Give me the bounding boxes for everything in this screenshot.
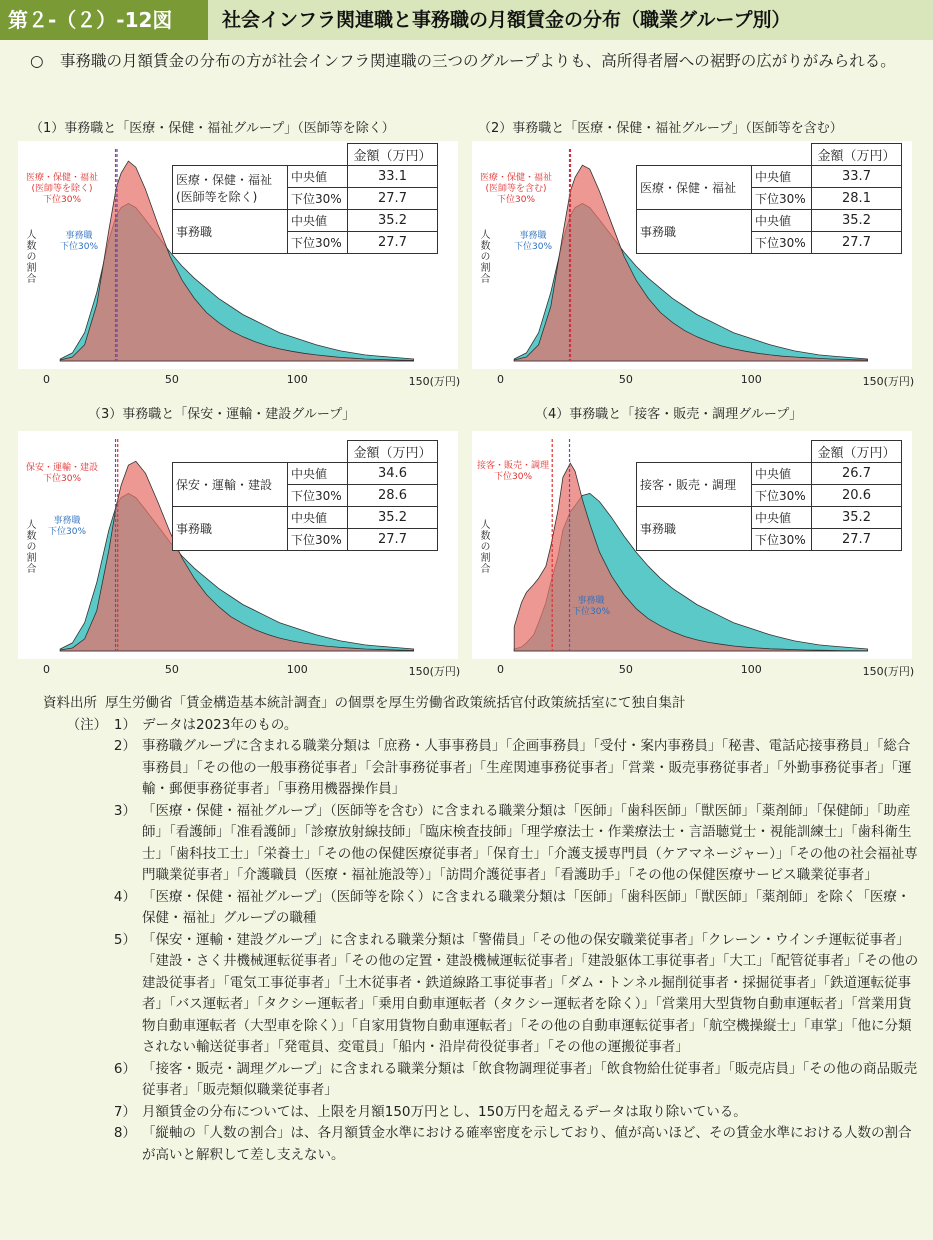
office-p30-value: 27.7: [812, 529, 902, 551]
p30-label: 下位30%: [752, 529, 812, 551]
x-tick-label: 100: [286, 373, 308, 386]
x-tick-label: 0: [497, 663, 504, 676]
table-header: 金額（万円）: [348, 441, 438, 463]
table-header: 金額（万円）: [812, 441, 902, 463]
note-text: 「医療・保健・福祉グループ」（医師等を除く）に含まれる職業分類は「医師」「歯科医師」「獣医師」「薬剤師」を除く「医療・保健・福祉」グループの職種: [142, 888, 911, 926]
group-p30-value: 28.1: [812, 188, 902, 210]
lead-text: 事務職の月額賃金の分布の方が社会インフラ関連職の三つのグループよりも、高所得者層への裾野の広がりがみられる。: [60, 52, 896, 70]
note-number: 4）: [113, 888, 136, 905]
x-tick-label: 50: [164, 663, 179, 676]
group-median-value: 34.6: [348, 463, 438, 485]
stats-table: [636, 440, 902, 551]
group-median-value: 26.7: [812, 463, 902, 485]
office-p30-annotation: 事務職 下位30%: [60, 231, 99, 252]
group-p30-value: 20.6: [812, 485, 902, 507]
office-name: 事務職: [173, 210, 288, 254]
p30-label: 下位30%: [752, 188, 812, 210]
note-text: 月額賃金の分布については、上限を月額150万円とし、150万円を超えるデータは取り除いている。: [142, 1103, 747, 1120]
office-p30-value: 27.7: [348, 232, 438, 254]
office-p30-annotation: 事務職 下位30%: [572, 596, 611, 617]
panel-title: （1）事務職と「医療・保健・福祉グループ」（医師等を除く）: [30, 121, 395, 136]
note-number: 8）: [113, 1125, 136, 1141]
y-axis-label: 人数の割合: [478, 519, 489, 574]
office-median-value: 35.2: [348, 507, 438, 529]
group-name: 医療・保健・福祉: [637, 166, 752, 210]
note-item: [30, 1123, 920, 1166]
note-number: 5）: [113, 931, 136, 948]
group-name: 医療・保健・福祉 (医師等を除く): [173, 166, 288, 210]
note-text: 事務職グループに含まれる職業分類は「庶務・人事事務員」「企画事務員」「受付・案内事務員」「秘書、電話応接事務員」「総合事務員」「その他の一般事務従事者」「会計事務従事者」「生産関連事務従事者」「営業・販売事務従事者」「外勤事務従事者」「運輸・郵便事務従事者」「事務用機器操作員」: [142, 738, 912, 797]
note-item: [30, 736, 920, 801]
median-label: 中央値: [752, 507, 812, 529]
office-p30-value: 27.7: [348, 529, 438, 551]
median-label: 中央値: [752, 166, 812, 188]
group-name: 保安・運輸・建設: [173, 463, 288, 507]
median-label: 中央値: [288, 463, 348, 485]
p30-label: 下位30%: [752, 485, 812, 507]
office-p30-annotation: 事務職 下位30%: [48, 516, 87, 537]
source-text: 厚生労働省「賃金構造基本統計調査」の個票を厚生労働省政策統括官付政策統括室にて独自集計: [105, 695, 686, 711]
group-p30-annotation: 医療・保健・福祉 (医師等を含む) 下位30%: [480, 173, 553, 205]
note-item: [30, 1059, 920, 1102]
group-p30-value: 28.6: [348, 485, 438, 507]
p30-label: 下位30%: [288, 485, 348, 507]
note-item: [30, 801, 920, 887]
office-p30-annotation: 事務職 下位30%: [514, 231, 553, 252]
table-header: 金額（万円）: [812, 144, 902, 166]
note-text: 「医療・保健・福祉グループ」（医師等を含む）に含まれる職業分類は「医師」「歯科医師」「獣医師」「薬剤師」「保健師」「助産師」「看護師」「准看護師」「診療放射線技師」「臨床検査技師」「理学療法士・作業療法士・言語聴覚士・視能訓練士」「歯科衛生士」「歯科技工士」「栄養士」「その他の保健医療従事者」「保育士」「介護支援専門員（ケアマネージャー）」「その他の社会福祉専門職業従事者」「介護職員（医療・福祉施設等）」「訪問介護従事者」「看護助手」「その他の保健医療サービス職業従事者」: [142, 802, 918, 883]
x-tick-label: 150(万円): [408, 375, 461, 388]
note-item: [30, 930, 920, 1059]
x-tick-label: 50: [618, 663, 633, 676]
p30-label: 下位30%: [288, 188, 348, 210]
office-p30-value: 27.7: [812, 232, 902, 254]
median-label: 中央値: [752, 463, 812, 485]
figure-header: [0, 0, 933, 40]
note-number: 2）: [113, 738, 136, 754]
median-label: 中央値: [288, 210, 348, 232]
office-name: 事務職: [173, 507, 288, 551]
group-p30-annotation: 接客・販売・調理 下位30%: [477, 461, 550, 482]
lead-summary: [30, 50, 915, 72]
note-item: [30, 715, 920, 737]
median-label: 中央値: [752, 210, 812, 232]
note-item: [30, 887, 920, 930]
office-median-value: 35.2: [812, 507, 902, 529]
source-row: [30, 693, 920, 715]
office-name: 事務職: [637, 507, 752, 551]
panel-title: （3）事務職と「保安・運輸・建設グループ」: [88, 407, 356, 422]
note-text: データは2023年のもの。: [142, 716, 298, 733]
office-name: 事務職: [637, 210, 752, 254]
table-cell: [173, 144, 348, 166]
panel-title: （4）事務職と「接客・販売・調理グループ」: [535, 407, 803, 422]
x-tick-label: 50: [164, 373, 179, 386]
source-label: 資料出所: [43, 695, 97, 711]
p30-label: 下位30%: [752, 232, 812, 254]
p30-label: 下位30%: [288, 232, 348, 254]
table-cell: [637, 144, 812, 166]
y-axis-label: 人数の割合: [24, 229, 35, 284]
notes-section: [30, 693, 920, 1166]
x-tick-label: 0: [43, 663, 50, 676]
note-item: [30, 1102, 920, 1124]
group-median-value: 33.7: [812, 166, 902, 188]
x-tick-label: 100: [740, 663, 762, 676]
y-axis-label: 人数の割合: [478, 229, 489, 284]
x-tick-label: 150(万円): [862, 375, 915, 388]
group-name: 接客・販売・調理: [637, 463, 752, 507]
stats-table: [172, 143, 438, 254]
office-median-value: 35.2: [348, 210, 438, 232]
panel-title: （2）事務職と「医療・保健・福祉グループ」（医師等を含む）: [478, 121, 843, 136]
x-tick-label: 150(万円): [862, 665, 915, 678]
group-p30-value: 27.7: [348, 188, 438, 210]
note-text: 「縦軸の「人数の割合」は、各月額賃金水準における確率密度を示しており、値が高いほど、その賃金水準における人数の割合が高いと解釈して差し支えない。: [142, 1125, 912, 1163]
office-median-value: 35.2: [812, 210, 902, 232]
note-number: 7）: [113, 1103, 136, 1120]
table-cell: [637, 441, 812, 463]
y-axis-label: 人数の割合: [24, 519, 35, 574]
median-label: 中央値: [288, 166, 348, 188]
table-cell: [173, 441, 348, 463]
group-p30-annotation: 医療・保健・福祉 (医師等を除く) 下位30%: [26, 173, 99, 205]
figure-title: 社会インフラ関連職と事務職の月額賃金の分布（職業グループ別）: [222, 9, 791, 31]
figure-number: 第２-（２）-12図: [0, 0, 208, 40]
note-number: （注） 1）: [66, 716, 136, 733]
p30-label: 下位30%: [288, 529, 348, 551]
group-median-value: 33.1: [348, 166, 438, 188]
median-label: 中央値: [288, 507, 348, 529]
x-tick-label: 0: [497, 373, 504, 386]
x-tick-label: 150(万円): [408, 665, 461, 678]
group-p30-annotation: 保安・運輸・建設 下位30%: [26, 463, 99, 484]
stats-table: [172, 440, 438, 551]
stats-table: [636, 143, 902, 254]
note-text: 「接客・販売・調理グループ」に含まれる職業分類は「飲食物調理従事者」「飲食物給仕従事者」「販売店員」「その他の商品販売従事者」「販売類似職業従事者」: [142, 1060, 918, 1098]
bullet-circle: ○: [30, 52, 44, 70]
x-tick-label: 100: [740, 373, 762, 386]
note-text: 「保安・運輸・建設グループ」に含まれる職業分類は「警備員」「その他の保安職業従事者」「クレーン・ウインチ運転従事者」「建設・さく井機械運転従事者」「その他の定置・建設機械運転従事者」「建設躯体工事従事者」「大工」「配管従事者」「その他の建設従事者」「電気工事従事者」「土木従事者・鉄道線路工事従事者」「ダム・トンネル掘削従事者・採掘従事者」「鉄道運転従事者」「バス運転者」「タクシー運転者」「乗用自動車運転者（タクシー運転者を除く）」「営業用大型貨物自動車運転者」「営業用貨物自動車運転者（大型車を除く）」「自家用貨物自動車運転者」「その他の自動車運転従事者」「航空機操縦士」「車掌」「他に分類されない輸送従事者」「発電員、変電員」「船内・沿岸荷役従事者」「その他の運搬従事者」: [142, 931, 919, 1055]
x-tick-label: 0: [43, 373, 50, 386]
note-list: [30, 715, 920, 1167]
note-number: 3）: [113, 802, 136, 819]
x-tick-label: 100: [286, 663, 308, 676]
note-number: 6）: [113, 1060, 136, 1077]
x-tick-label: 50: [618, 373, 633, 386]
table-header: 金額（万円）: [348, 144, 438, 166]
